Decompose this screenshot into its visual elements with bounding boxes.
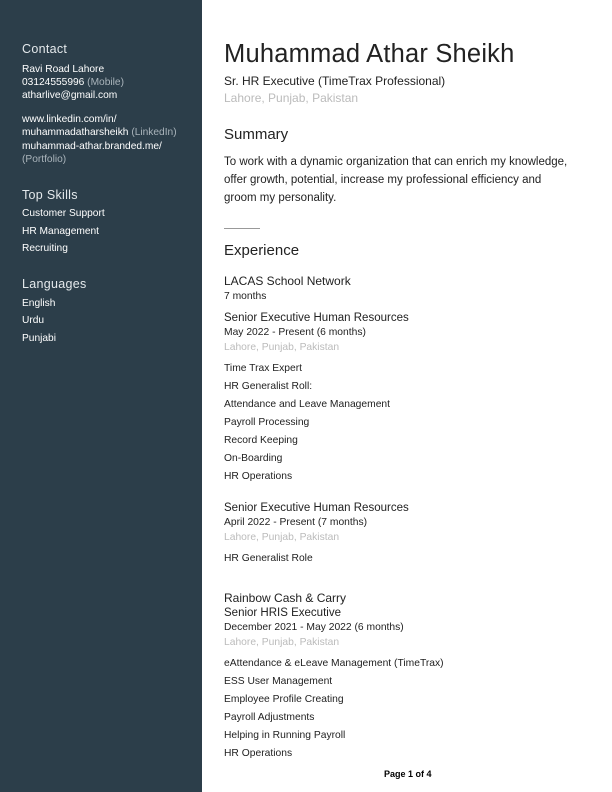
role-dates: April 2022 - Present (7 months) (224, 517, 368, 528)
skill-item: Recruiting (22, 243, 68, 254)
address: Ravi Road Lahore (22, 64, 105, 75)
language-item: English (22, 298, 56, 309)
role-location: Lahore, Punjab, Pakistan (224, 532, 340, 543)
duty-item: eAttendance & eLeave Management (TimeTrax) (224, 658, 444, 669)
role-title: Senior Executive Human Resources (224, 502, 409, 514)
email-link[interactable]: atharlive@gmail.com (22, 90, 118, 101)
language-item: Urdu (22, 315, 45, 326)
duty-item: Employee Profile Creating (224, 694, 344, 705)
company-name: LACAS School Network (224, 274, 351, 288)
language-item: Punjabi (22, 333, 56, 344)
duty-item: Helping in Running Payroll (224, 730, 346, 741)
role-dates: May 2022 - Present (6 months) (224, 327, 366, 338)
job-title: Sr. HR Executive (TimeTrax Professional) (224, 74, 446, 88)
phone-label: (Mobile) (87, 77, 124, 88)
role-dates: December 2021 - May 2022 (6 months) (224, 622, 404, 633)
portfolio-label: (Portfolio) (22, 154, 67, 165)
duty-item: HR Operations (224, 748, 293, 759)
role-title: Senior HRIS Executive (224, 607, 341, 619)
duty-item: Payroll Adjustments (224, 712, 315, 723)
languages-heading: Languages (22, 277, 87, 291)
linkedin-line (22, 127, 177, 138)
linkedin-link-part1[interactable]: www.linkedin.com/in/ (22, 114, 117, 125)
person-name: Muhammad Athar Sheikh (224, 40, 515, 68)
summary-line: To work with a dynamic organization that can enrich my knowledge, (224, 156, 568, 168)
company-duration: 7 months (224, 291, 267, 302)
header-location: Lahore, Punjab, Pakistan (224, 91, 359, 105)
duty-item: HR Operations (224, 471, 293, 482)
skill-item: Customer Support (22, 208, 105, 219)
duty-item: ESS User Management (224, 676, 333, 687)
duty-item: HR Generalist Role (224, 553, 313, 564)
sidebar (0, 0, 202, 792)
role-title: Senior Executive Human Resources (224, 312, 409, 324)
duty-item: HR Generalist Roll: (224, 381, 313, 392)
linkedin-label: (LinkedIn) (131, 127, 177, 138)
role-location: Lahore, Punjab, Pakistan (224, 342, 340, 353)
skills-heading: Top Skills (22, 188, 78, 202)
summary-text (224, 153, 592, 207)
contact-heading: Contact (22, 42, 68, 56)
duty-item: Attendance and Leave Management (224, 399, 391, 410)
duty-item: Payroll Processing (224, 417, 310, 428)
linkedin-link-part2[interactable]: muhammadatharsheikh (22, 127, 129, 138)
section-divider (224, 228, 260, 229)
duty-item: On-Boarding (224, 453, 283, 464)
duty-item: Time Trax Expert (224, 363, 303, 374)
company-name: Rainbow Cash & Carry (224, 591, 347, 605)
summary-line: offer growth, potential, increase my professional efficiency and (224, 174, 542, 186)
duty-item: Record Keeping (224, 435, 298, 446)
skill-item: HR Management (22, 226, 100, 237)
portfolio-link[interactable]: muhammad-athar.branded.me/ (22, 141, 162, 152)
phone-line (22, 77, 124, 88)
page-number: Page 1 of 4 (384, 769, 432, 779)
summary-line: groom my personality. (224, 192, 337, 204)
summary-heading: Summary (224, 126, 289, 143)
role-location: Lahore, Punjab, Pakistan (224, 637, 340, 648)
experience-heading: Experience (224, 242, 300, 259)
phone-number[interactable]: 03124555996 (22, 77, 85, 88)
